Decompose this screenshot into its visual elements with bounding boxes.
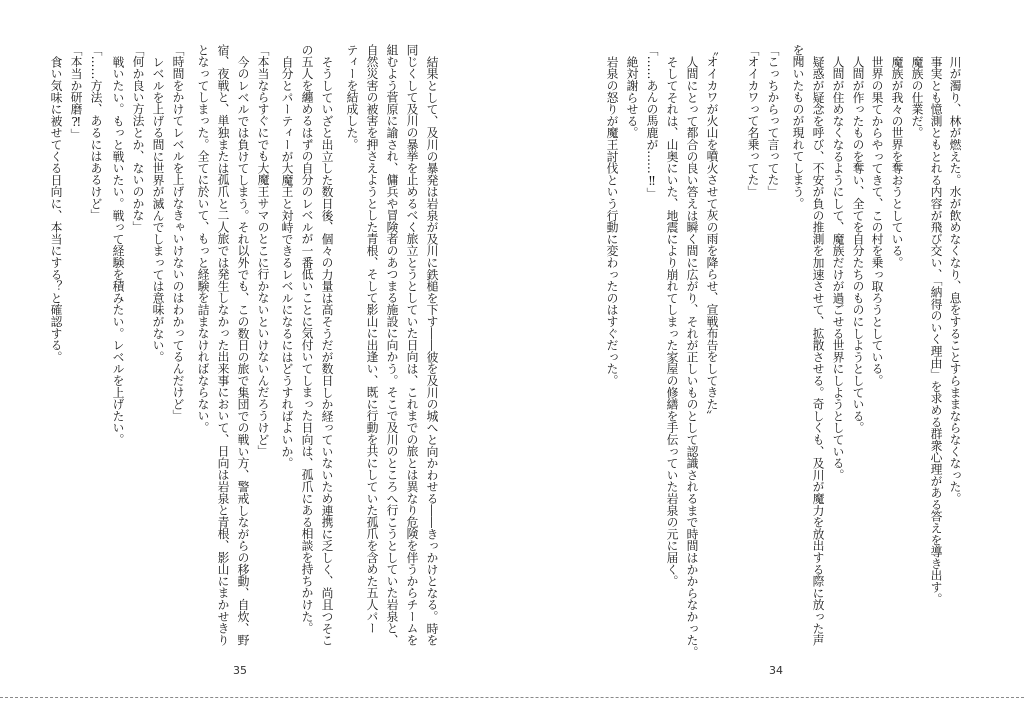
narration-line: 今のレベルでは負けてしまう。それ以外でも、この数日の旅で集団での戦い方、警戒しながらの移動、自炊、野	[236, 55, 250, 646]
narration-line: 組むよう菅原に諭され、傭兵や冒険者のあつまる施設に向かう。そこで及川のところへ行こうとしていた岩泉と、	[385, 44, 399, 646]
narration-line: 自然災害の被害を押さえようとした青根、そして影山に出逢い、既に行動を共にしていた孤爪を含めた五人パー	[365, 44, 379, 634]
page-number: 35	[233, 664, 247, 677]
dialogue-line: 「オイカワって名乗ってた」	[746, 44, 760, 198]
narration-line: 同じくして及川の暴挙を止めるべく旅立とうとしていた日向は、これまでの旅とは異なり危険を伴うからチームを	[405, 44, 419, 646]
narration-line: 魔族が我々の世界を奪おうとしている。	[890, 55, 904, 269]
dialogue-line: 「時間をかけてレベルを上げなきゃいけないのはわかってるんだけど」	[171, 44, 185, 422]
narration-line: 世界の果てからやってきて、この村を乗っ取ろうとしている。	[870, 55, 884, 387]
rumor-line: 〝オイカワが火山を噴火させて灰の雨を降らせ、宣戦布告をしてきた〟	[705, 44, 719, 422]
narration-line: の五人を纏めるはずの自分のレベルが一番低いことに気付いてしまった日向は、孤爪にある相談を持ちかけた。	[300, 44, 314, 634]
narration-line: 絶対謝らせる。	[625, 55, 639, 139]
dialogue-line: 「こっちからって言ってた」	[766, 44, 780, 198]
narration-line: そうしていざと出立した数日後、個々の力量は高そうだが数日しか経っていないため連携に乏しく、尚且つそこ	[320, 55, 334, 646]
narration-line: 岩泉の怒りが魔王討伐という行動に変わったのはすぐだった。	[605, 55, 619, 387]
dialogue-line: 「……方法、あるにはあるけど」	[89, 44, 103, 221]
narration-line: 宿、夜戦と、単独または孤爪と二人旅では発生しなかった出来事において、日向は岩泉と青根、影山にまかせきり	[216, 44, 230, 646]
narration-line: 食い気味に被せてくる日向に、本当にする？と確認する。	[49, 55, 63, 363]
page-number: 34	[769, 664, 783, 677]
narration-line: 事実とも憶測ともとれる内容が飛び交い、「納得のいく理由」を求める群衆心理がある答えを導き出す。	[929, 55, 943, 605]
narration-line: となってしまった。全てに於いて、もっと経験を詰まなければならない。	[196, 44, 210, 434]
page-34	[512, 0, 1024, 702]
narration-line: 人間が作ったものを奪い、全てを自分たちのものにしようとしている。	[851, 55, 865, 434]
page-edge-dashed-line	[0, 697, 1024, 698]
narration-line: ティーを結成した。	[345, 44, 359, 151]
narration-line: そしてそれは、山奥にいた、地震により崩れてしまった家屋の修繕を手伝っていた岩泉の元に届く。	[665, 55, 679, 587]
narration-line: 疑惑が疑念を呼び、不安が負の推測を加速させて、拡散させる。奇しくも、及川が魔力を放出する際に放った声	[811, 55, 825, 646]
dialogue-line: 「……あんの馬鹿が……‼」	[645, 44, 659, 200]
narration-line: レベルを上げる間に世界が滅んでしまっては意味がない。	[151, 55, 165, 363]
narration-line: 魔族の仕業だ。	[910, 55, 924, 139]
dialogue-line: 「何か良い方法とか、ないのかな」	[131, 44, 145, 233]
narration-line: 戦いたい。もっと戦いたい。戦って経験を積みたい。レベルを上げたい。	[111, 55, 125, 446]
narration-line: 川が濁り、林が燃えた。水が飲めなくなり、息をすることすらままならなくなった。	[948, 55, 962, 505]
dialogue-line: 「本当ならすぐにでも大魔王サマのとこに行かないといけないんだろうけど」	[256, 44, 270, 457]
dialogue-line: 「本当か研磨⁈」	[69, 44, 83, 141]
narration-line: 人間にとって都合の良い答えは瞬く間に広がり、それが正しいものとして認識されるまで時間はかからなかった。	[685, 55, 699, 658]
narration-line: を聞いたものが現れてしまう。	[791, 44, 805, 210]
narration-line: 人間が住めなくなるようにして、魔族だけが過ごせる世界にしようとしている。	[831, 55, 845, 481]
narration-line: 自分とパーティーが大魔王と対峙できるレベルになるにはどうすればよいか。	[280, 55, 294, 469]
narration-line: 結果として、及川の暴発は岩泉が及川に鉄槌を下す――彼を及川の城へと向かわせる――きっかけとなる。時を	[425, 55, 439, 646]
